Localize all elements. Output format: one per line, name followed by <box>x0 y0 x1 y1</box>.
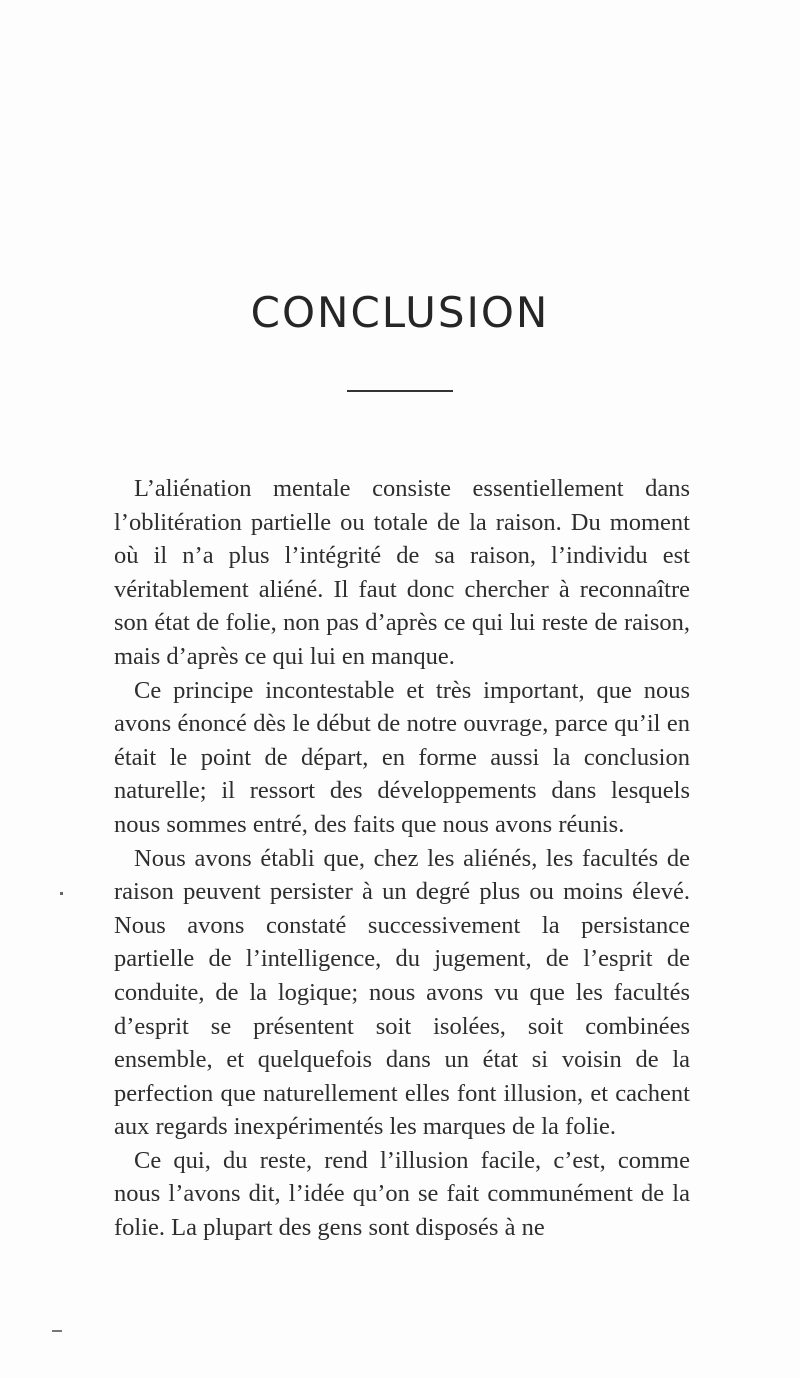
heading-rule <box>347 390 453 392</box>
body-text <box>114 472 690 1245</box>
chapter-heading: CONCLUSION <box>250 288 550 337</box>
paragraph-1: L’aliénation mentale consiste essentiellement dans l’oblitération partielle ou totale de la raison. Du moment où il n’a plus l’intégrité de sa raison, l’individu est véritablement aliéné. Il faut donc chercher à reconnaître son état de folie, non pas d’après ce qui lui reste de raison, mais d’après ce qui lui en manque. <box>114 475 690 670</box>
paragraph-2: Ce principe incontestable et très important, que nous avons énoncé dès le début de notre ouvrage, parce qu’il en était le point de départ, en forme aussi la conclusion naturelle; il ressort des développements dans lesquels nous sommes entré, des faits que nous avons réunis. <box>114 676 690 838</box>
paragraph-3: Nous avons établi que, chez les aliénés, les facultés de raison peuvent persister à un degré plus ou moins élevé. Nous avons constaté successivement la persistance partielle de l’intelligence, du jugement, de l’esprit de conduite, de la logique; nous avons vu que les facultés d’esprit se présentent soit isolées, soit combinées ensemble, et quelquefois dans un état si voisin de la perfection que naturellement elles font illusion, et cachent aux regards inexpérimentés les marques de la folie. <box>114 844 690 1141</box>
paragraph-4: Ce qui, du reste, rend l’illusion facile, c’est, comme nous l’avons dit, l’idée qu’on se fait communément de la folie. La plupart des gens sont disposés à ne <box>114 1146 690 1242</box>
margin-dot-mark <box>60 892 63 895</box>
margin-dash-mark <box>52 1330 62 1332</box>
